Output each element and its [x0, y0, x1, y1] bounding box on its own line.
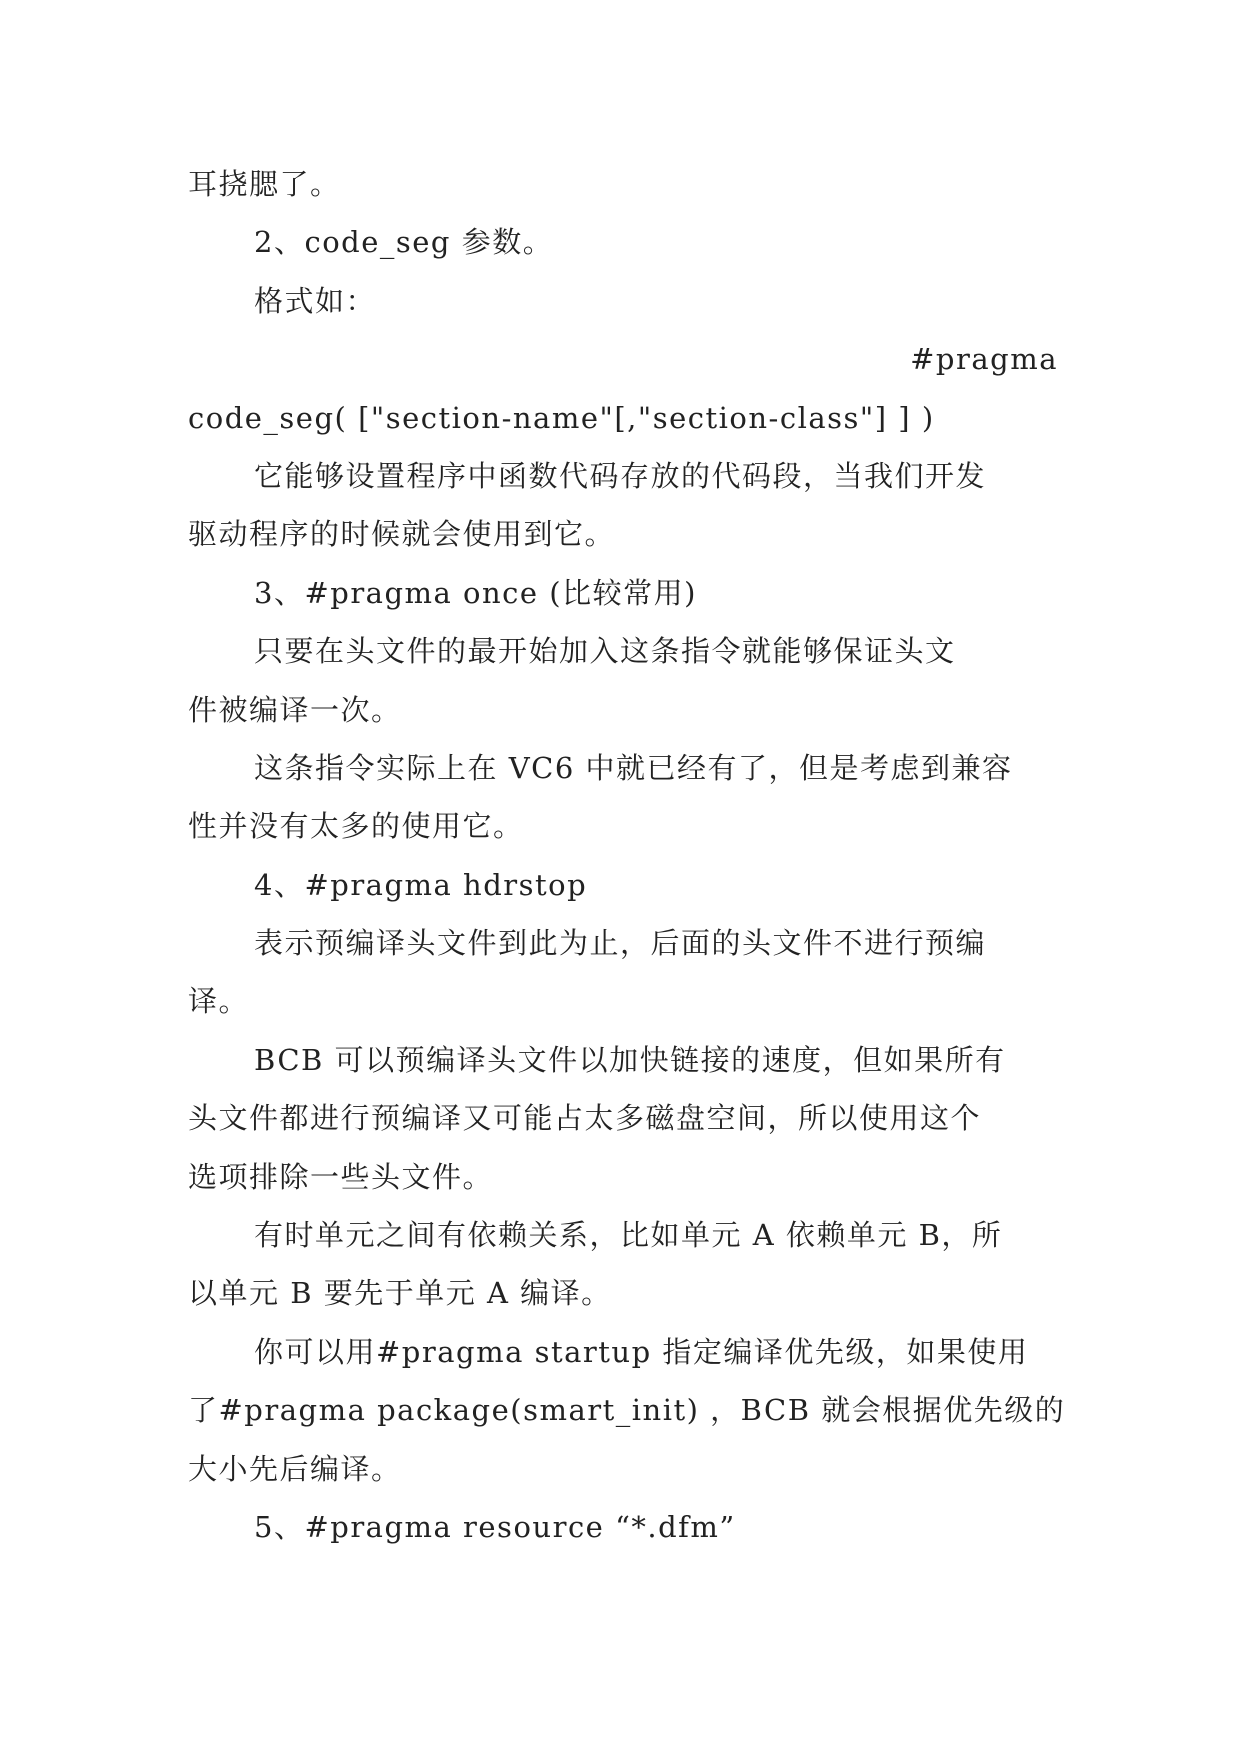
format-label: 格式如： [254, 283, 377, 318]
paragraph-text: 选项排除一些头文件。 [188, 1159, 494, 1194]
paragraph-text: 大小先后编译。 [188, 1451, 402, 1486]
paragraph-text: 它能够设置程序中函数代码存放的代码段，当我们开发 [254, 458, 987, 493]
section-heading-once: 3、#pragma once (比较常用) [254, 575, 697, 610]
paragraph-text: 有时单元之间有依赖关系，比如单元 A 依赖单元 B，所 [254, 1218, 1003, 1253]
paragraph-continuation: 耳挠腮了。 [188, 167, 341, 201]
section-heading-resource: 5、#pragma resource “*.dfm” [254, 1509, 736, 1544]
code-snippet-code-seg: code_seg( ["section-name"[,"section-class"] ] ) [188, 400, 935, 435]
code-snippet-pragma: #pragma [910, 342, 1058, 377]
section-heading-code-seg: 2、code_seg 参数。 [254, 225, 554, 260]
paragraph-text: 件被编译一次。 [188, 692, 402, 727]
paragraph-text: 这条指令实际上在 VC6 中就已经有了，但是考虑到兼容 [254, 750, 1013, 785]
paragraph-text: 以单元 B 要先于单元 A 编译。 [188, 1276, 612, 1311]
document-page [188, 155, 1066, 1556]
paragraph-text: 只要在头文件的最开始加入这条指令就能够保证头文 [254, 634, 956, 669]
paragraph-text: 了#pragma package(smart_init) ，BCB 就会根据优先级的 [188, 1393, 1066, 1428]
paragraph-text: 驱动程序的时候就会使用到它。 [188, 517, 616, 552]
section-heading-hdrstop: 4、#pragma hdrstop [254, 867, 588, 902]
paragraph-text: BCB 可以预编译头文件以加快链接的速度，但如果所有 [254, 1042, 1006, 1077]
paragraph-text: 性并没有太多的使用它。 [188, 809, 524, 844]
paragraph-text: 表示预编译头文件到此为止，后面的头文件不进行预编 [254, 926, 987, 961]
paragraph-text: 你可以用#pragma startup 指定编译优先级，如果使用 [254, 1334, 1029, 1369]
paragraph-text: 头文件都进行预编译又可能占太多磁盘空间，所以使用这个 [188, 1101, 982, 1136]
paragraph-text: 译。 [188, 984, 250, 1019]
